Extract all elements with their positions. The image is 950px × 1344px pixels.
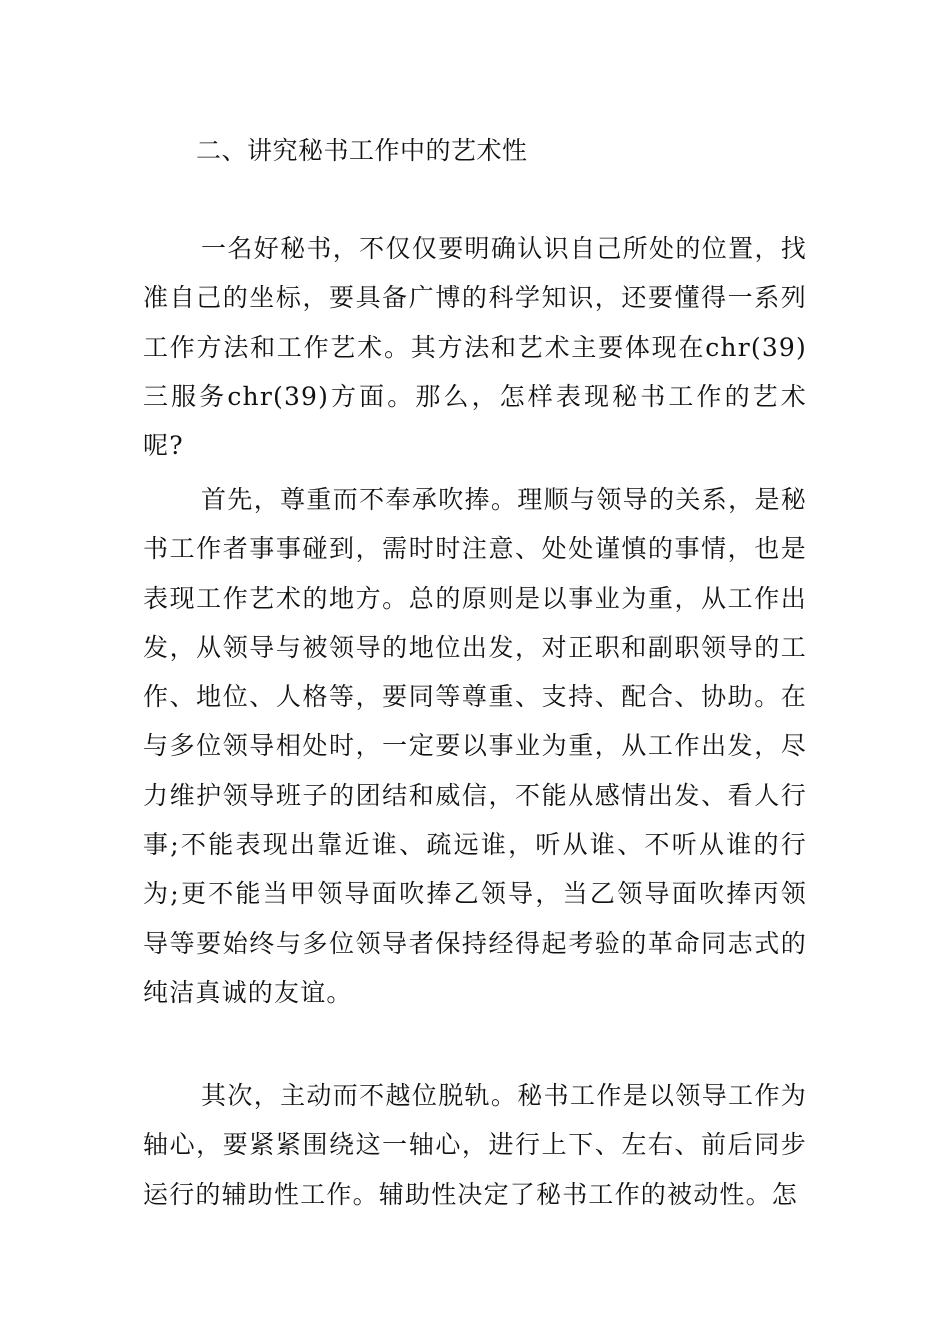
paragraph-respect: 首先，尊重而不奉承吹捧。理顺与领导的关系，是秘书工作者事事碰到，需时时注意、处处谨慎的事情，也是表现工作艺术的地方。总的原则是以事业为重，从工作出发，从领导与被领导的地位出发，对正职和副职领导的工作、地位、人格等，要同等尊重、支持、配合、协助。在与多位领导相处时，一定要以事业为重，从工作出发，尽力维护领导班子的团结和威信，不能从感情出发、看人行事;不能表现出靠近谁、疏远谁，听从谁、不听从谁的行为;更不能当甲领导面吹捧乙领导，当乙领导面吹捧丙领导等要始终与多位领导者保持经得起考验的革命同志式的纯洁真诚的友谊。 [143, 485, 807, 1007]
paragraph-intro: 一名好秘书，不仅仅要明确认识自己所处的位置，找准自己的坐标，要具备广博的科学知识，还要懂得一系列工作方法和工作艺术。其方法和艺术主要体现在chr(39)三服务chr(39)方面。那么，怎样表现秘书工作的艺术呢? [143, 234, 807, 461]
section-heading: 二、讲究秘书工作中的艺术性 [196, 136, 528, 165]
paragraph-initiative: 其次，主动而不越位脱轨。秘书工作是以领导工作为轴心，要紧紧围绕这一轴心，进行上下、左右、前后同步运行的辅助性工作。辅助性决定了秘书工作的被动性。怎 [143, 1081, 807, 1209]
